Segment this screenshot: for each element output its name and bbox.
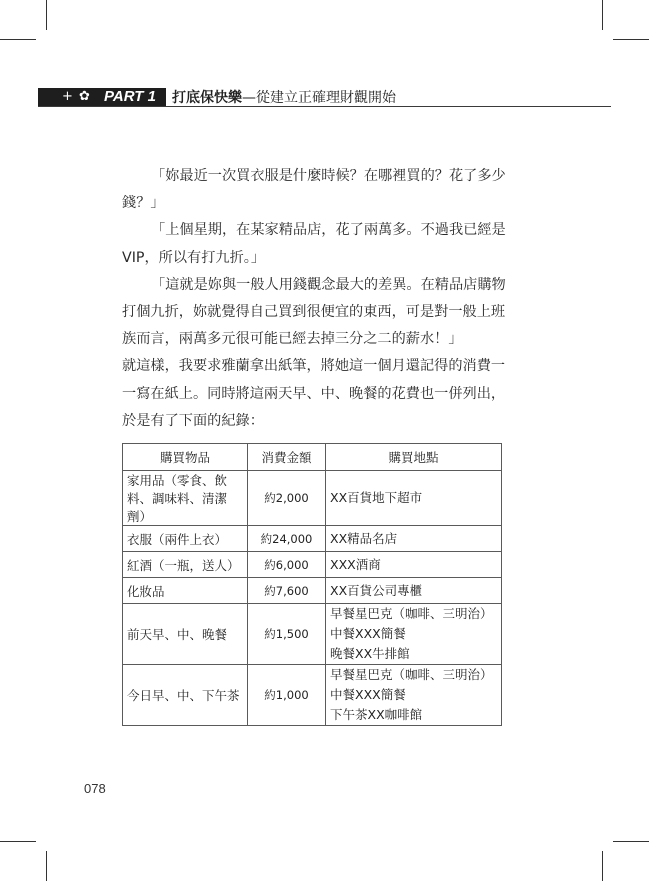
chapter-title-main: 打底保快樂: [172, 90, 242, 106]
item-cell: 紅酒（一瓶，送人）: [123, 552, 248, 578]
item-cell: 化妝品: [123, 578, 248, 604]
header-rule: [38, 106, 611, 107]
place-line: 中餐XXX簡餐: [330, 687, 406, 702]
place-cell: [326, 471, 502, 526]
crop-mark: [613, 841, 649, 842]
crop-mark: [602, 851, 603, 881]
place-cell: [326, 665, 502, 726]
chapter-title: [172, 89, 396, 107]
place-cell: [326, 578, 502, 604]
table-row: [123, 526, 502, 552]
crop-mark: [602, 0, 603, 30]
place-cell: [326, 552, 502, 578]
crop-mark: [0, 841, 36, 842]
table-row: [123, 665, 502, 726]
crop-mark: [46, 0, 47, 30]
spending-record-table: [122, 443, 502, 726]
amount-cell: 約6,000: [248, 552, 326, 578]
table-row: [123, 552, 502, 578]
paragraph: 就這樣，我要求雅蘭拿出紙筆，將她這一個月還記得的消費一一寫在紙上。同時將這兩天早、中、晚餐的花費也一併列出，於是有了下面的紀錄：: [122, 358, 506, 429]
amount-cell: 約24,000: [248, 526, 326, 552]
body-text: [122, 163, 508, 435]
column-header-amount: 消費金額: [248, 444, 326, 471]
crop-mark: [46, 851, 47, 881]
place-line: XXX酒商: [330, 556, 381, 572]
place-line: XX精品名店: [330, 530, 398, 546]
place-line: 中餐XXX簡餐: [330, 626, 406, 641]
crop-mark: [0, 39, 36, 40]
column-header-item: 購買物品: [123, 444, 248, 471]
place-line: 下午茶XX咖啡館: [330, 707, 423, 722]
place-cell: [326, 526, 502, 552]
flower-ornament-icon: + ✿: [62, 89, 91, 104]
place-line: 早餐星巴克（咖啡、三明治）: [330, 606, 493, 621]
amount-cell: 約1,000: [248, 665, 326, 726]
item-cell: 衣服（兩件上衣）: [123, 526, 248, 552]
amount-cell: 約2,000: [248, 471, 326, 526]
page-number: 078: [84, 781, 106, 796]
item-cell: 家用品（零食、飲料、調味料、清潔劑）: [123, 471, 248, 526]
column-header-place: 購買地點: [326, 444, 502, 471]
crop-mark: [613, 39, 649, 40]
table-row: [123, 578, 502, 604]
table-header-row: [123, 444, 502, 471]
item-cell: 前天早、中、晚餐: [123, 604, 248, 665]
table-row: [123, 604, 502, 665]
part-label: PART 1: [104, 88, 156, 105]
place-line: 晚餐XX牛排館: [330, 646, 410, 661]
table-row: [123, 471, 502, 526]
chapter-title-sub: —從建立正確理財觀開始: [242, 90, 396, 106]
amount-cell: 約7,600: [248, 578, 326, 604]
paragraph: 「上個星期，在某家精品店，花了兩萬多。不過我已經是VIP，所以有打九折。」: [122, 222, 506, 266]
place-line: 早餐星巴克（咖啡、三明治）: [330, 667, 493, 682]
place-cell: [326, 604, 502, 665]
paragraph: 「這就是妳與一般人用錢觀念最大的差異。在精品店購物打個九折，妳就覺得自己買到很便宜的東西，可是對一般上班族而言，兩萬多元很可能已經去掉三分之二的薪水！」: [122, 276, 506, 348]
item-cell: 今日早、中、下午茶: [123, 665, 248, 726]
amount-cell: 約1,500: [248, 604, 326, 665]
place-line: XX百貨公司專櫃: [330, 582, 423, 598]
paragraph: 「妳最近一次買衣服是什麼時候？在哪裡買的？花了多少錢？」: [122, 168, 506, 212]
place-line: XX百貨地下超市: [330, 490, 423, 505]
